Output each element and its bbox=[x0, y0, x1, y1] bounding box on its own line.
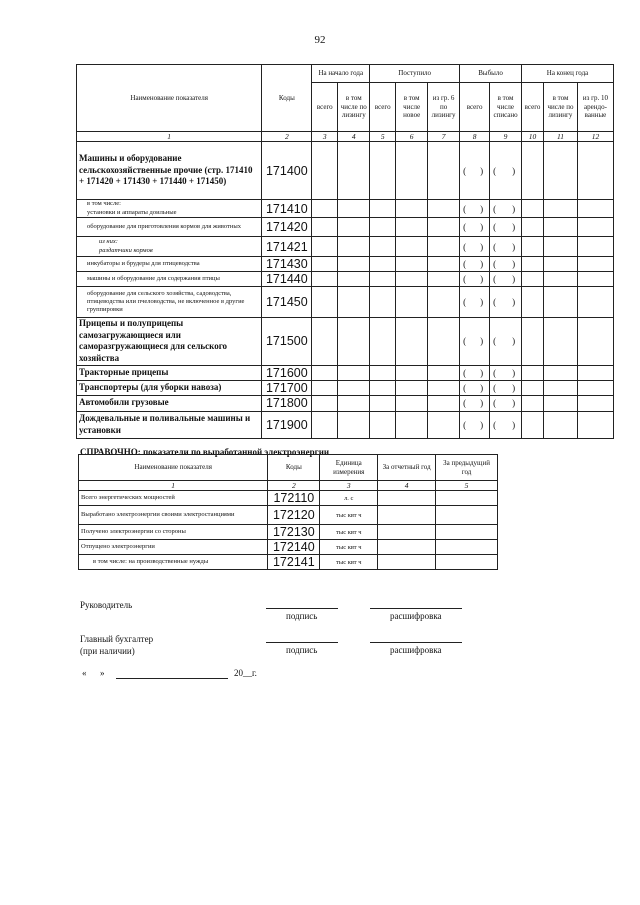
table-row bbox=[77, 365, 614, 380]
value-cell[interactable] bbox=[428, 272, 460, 287]
table-row bbox=[77, 272, 614, 287]
value-cell[interactable] bbox=[460, 318, 490, 366]
paren-open: ( bbox=[493, 398, 497, 409]
value-cell[interactable] bbox=[396, 200, 428, 218]
signature-line bbox=[266, 642, 338, 643]
value-cell[interactable] bbox=[460, 287, 490, 318]
col-number: 5 bbox=[370, 132, 396, 142]
ref-column-numbers-row bbox=[79, 481, 498, 491]
value-cell[interactable] bbox=[460, 380, 490, 395]
col-number: 7 bbox=[428, 132, 460, 142]
paren-open: ( bbox=[493, 165, 497, 176]
value-cell[interactable] bbox=[338, 257, 370, 272]
value-cell[interactable] bbox=[460, 411, 490, 438]
value-cell[interactable] bbox=[428, 411, 460, 438]
col-number: 12 bbox=[577, 132, 613, 142]
ref-row-code: 172120 bbox=[268, 506, 320, 525]
paren-close: ) bbox=[480, 419, 484, 430]
row-name bbox=[77, 200, 262, 218]
page-number: 92 bbox=[314, 34, 326, 46]
value-cell[interactable] bbox=[338, 411, 370, 438]
ref-row-name: Всего энергетических мощностей bbox=[79, 491, 268, 506]
col-number: 4 bbox=[378, 481, 436, 491]
row-code: 171900 bbox=[262, 411, 312, 438]
ref-row-code: 172140 bbox=[268, 540, 320, 555]
table-row bbox=[77, 257, 614, 272]
value-cell[interactable] bbox=[396, 257, 428, 272]
paren-open: ( bbox=[493, 274, 497, 284]
chief-accountant-label: Главный бухгалтер bbox=[80, 634, 154, 644]
col-number: 11 bbox=[544, 132, 578, 142]
value-cell[interactable] bbox=[428, 395, 460, 411]
value-cell[interactable] bbox=[436, 540, 498, 555]
value-cell[interactable] bbox=[522, 365, 544, 380]
table-row bbox=[77, 411, 614, 438]
value-cell[interactable] bbox=[396, 395, 428, 411]
value-cell[interactable] bbox=[522, 272, 544, 287]
paren-open: ( bbox=[463, 203, 467, 214]
header-incl-leasing: в том числе по лизингу bbox=[338, 83, 370, 132]
value-cell[interactable] bbox=[544, 287, 578, 318]
row-name: Тракторные прицепы bbox=[77, 365, 262, 380]
value-cell[interactable] bbox=[460, 365, 490, 380]
value-cell[interactable] bbox=[428, 200, 460, 218]
row-name bbox=[77, 237, 262, 257]
value-cell[interactable] bbox=[312, 411, 338, 438]
paren-open: ( bbox=[493, 203, 497, 214]
row-code: 171500 bbox=[262, 318, 312, 366]
value-cell[interactable] bbox=[436, 506, 498, 525]
paren-open: ( bbox=[493, 382, 497, 393]
value-cell[interactable] bbox=[378, 540, 436, 555]
ref-row-unit: тыс квт ч bbox=[320, 555, 378, 570]
value-cell[interactable] bbox=[338, 237, 370, 257]
paren-close: ) bbox=[512, 241, 516, 252]
value-cell[interactable] bbox=[370, 395, 396, 411]
value-cell[interactable] bbox=[577, 237, 613, 257]
ref-header-previous-year: За предыдущий год bbox=[436, 455, 498, 481]
value-cell[interactable] bbox=[544, 200, 578, 218]
row-name: Транспортеры (для уборки навоза) bbox=[77, 380, 262, 395]
value-cell[interactable] bbox=[522, 142, 544, 200]
value-cell[interactable] bbox=[396, 411, 428, 438]
paren-open: ( bbox=[463, 336, 467, 347]
value-cell[interactable] bbox=[577, 287, 613, 318]
value-cell[interactable] bbox=[544, 257, 578, 272]
paren-close: ) bbox=[512, 336, 516, 347]
row-name: машины и оборудование для содержания птицы bbox=[77, 272, 262, 287]
value-cell[interactable] bbox=[490, 200, 522, 218]
paren-open: ( bbox=[463, 398, 467, 409]
ref-row-code: 172130 bbox=[268, 525, 320, 540]
paren-close: ) bbox=[512, 297, 516, 307]
ref-row-unit: тыс квт ч bbox=[320, 506, 378, 525]
decoding-line bbox=[370, 608, 462, 609]
value-cell[interactable] bbox=[490, 272, 522, 287]
value-cell[interactable] bbox=[460, 272, 490, 287]
value-cell[interactable] bbox=[428, 218, 460, 237]
row-name-item: установки и аппараты доильные bbox=[87, 208, 177, 216]
table-row bbox=[77, 142, 614, 200]
paren-open: ( bbox=[463, 259, 467, 269]
value-cell[interactable] bbox=[312, 272, 338, 287]
value-cell[interactable] bbox=[396, 287, 428, 318]
header-incl-new: в том числе новое bbox=[396, 83, 428, 132]
signature-line bbox=[266, 608, 338, 609]
paren-close: ) bbox=[480, 203, 484, 214]
value-cell[interactable] bbox=[370, 142, 396, 200]
value-cell[interactable] bbox=[428, 142, 460, 200]
value-cell[interactable] bbox=[460, 142, 490, 200]
row-code: 171420 bbox=[262, 218, 312, 237]
paren-open: ( bbox=[463, 222, 467, 232]
paren-open: ( bbox=[493, 297, 497, 307]
paren-open: ( bbox=[463, 382, 467, 393]
header-disposed: Выбыло bbox=[460, 65, 522, 83]
value-cell[interactable] bbox=[436, 525, 498, 540]
row-name: оборудование для сельского хозяйства, садоводства, птицеводства или пчеловодства, не включенное в другие группировки bbox=[77, 287, 262, 318]
row-code: 171440 bbox=[262, 272, 312, 287]
value-cell[interactable] bbox=[370, 237, 396, 257]
table-row bbox=[77, 380, 614, 395]
paren-close: ) bbox=[512, 419, 516, 430]
reference-table-body bbox=[79, 491, 498, 570]
table-row bbox=[79, 506, 498, 525]
value-cell[interactable] bbox=[544, 142, 578, 200]
value-cell[interactable] bbox=[522, 257, 544, 272]
paren-close: ) bbox=[480, 382, 484, 393]
paren-open: ( bbox=[493, 367, 497, 378]
paren-close: ) bbox=[480, 336, 484, 347]
value-cell[interactable] bbox=[338, 200, 370, 218]
value-cell[interactable] bbox=[312, 395, 338, 411]
value-cell[interactable] bbox=[577, 200, 613, 218]
table-row bbox=[77, 318, 614, 366]
row-code: 171410 bbox=[262, 200, 312, 218]
value-cell[interactable] bbox=[396, 318, 428, 366]
value-cell[interactable] bbox=[544, 395, 578, 411]
reference-title: СПРАВОЧНО: показатели по выработанной электроэнергии bbox=[80, 447, 330, 457]
paren-close: ) bbox=[480, 367, 484, 378]
value-cell[interactable] bbox=[338, 218, 370, 237]
col-number: 4 bbox=[338, 132, 370, 142]
value-cell[interactable] bbox=[370, 200, 396, 218]
header-total: всего bbox=[312, 83, 338, 132]
ref-row-unit: л. с bbox=[320, 491, 378, 506]
row-name: инкубаторы и брудеры для птицеводства bbox=[77, 257, 262, 272]
paren-open: ( bbox=[493, 259, 497, 269]
value-cell[interactable] bbox=[490, 237, 522, 257]
table-row bbox=[79, 540, 498, 555]
value-cell[interactable] bbox=[428, 380, 460, 395]
date-line bbox=[116, 678, 228, 679]
value-cell[interactable] bbox=[522, 237, 544, 257]
table-row bbox=[77, 200, 614, 218]
col-number: 1 bbox=[79, 481, 268, 491]
value-cell[interactable] bbox=[396, 142, 428, 200]
value-cell[interactable] bbox=[312, 218, 338, 237]
value-cell[interactable] bbox=[312, 257, 338, 272]
date-close-quote: » bbox=[100, 668, 105, 678]
row-code: 171430 bbox=[262, 257, 312, 272]
paren-open: ( bbox=[493, 419, 497, 430]
value-cell[interactable] bbox=[338, 395, 370, 411]
value-cell[interactable] bbox=[396, 365, 428, 380]
value-cell[interactable] bbox=[396, 218, 428, 237]
header-of-col10-leased: из гр. 10 арендо-ванные bbox=[577, 83, 613, 132]
row-name-prefix: в том числе: bbox=[87, 200, 121, 208]
value-cell[interactable] bbox=[338, 142, 370, 200]
header-total: всего bbox=[370, 83, 396, 132]
value-cell[interactable] bbox=[522, 380, 544, 395]
value-cell[interactable] bbox=[544, 411, 578, 438]
value-cell[interactable] bbox=[338, 287, 370, 318]
value-cell[interactable] bbox=[338, 380, 370, 395]
value-cell[interactable] bbox=[312, 365, 338, 380]
value-cell[interactable] bbox=[577, 395, 613, 411]
row-name-item: раздатчики кормов bbox=[99, 246, 153, 254]
paren-close: ) bbox=[480, 165, 484, 176]
value-cell[interactable] bbox=[312, 287, 338, 318]
value-cell[interactable] bbox=[460, 218, 490, 237]
column-numbers-row bbox=[77, 132, 614, 142]
paren-close: ) bbox=[512, 398, 516, 409]
paren-open: ( bbox=[493, 336, 497, 347]
value-cell[interactable] bbox=[312, 200, 338, 218]
paren-close: ) bbox=[480, 241, 484, 252]
row-name: Машины и оборудование сельскохозяйственные прочие (стр. 171410 + 171420 + 171430 + 171440 + 171450) bbox=[77, 142, 262, 200]
row-code: 171600 bbox=[262, 365, 312, 380]
value-cell[interactable] bbox=[490, 380, 522, 395]
value-cell[interactable] bbox=[544, 218, 578, 237]
head-label: Руководитель bbox=[80, 600, 133, 610]
value-cell[interactable] bbox=[460, 200, 490, 218]
value-cell[interactable] bbox=[522, 287, 544, 318]
value-cell[interactable] bbox=[544, 237, 578, 257]
value-cell[interactable] bbox=[370, 218, 396, 237]
date-year: 20__г. bbox=[234, 668, 257, 678]
paren-close: ) bbox=[512, 222, 516, 232]
value-cell[interactable] bbox=[490, 287, 522, 318]
value-cell[interactable] bbox=[522, 318, 544, 366]
value-cell[interactable] bbox=[577, 142, 613, 200]
main-table bbox=[76, 64, 614, 439]
table-row bbox=[79, 555, 498, 570]
ref-row-name: Выработано электроэнергии своими электростанциями bbox=[79, 506, 268, 525]
paren-open: ( bbox=[463, 241, 467, 252]
value-cell[interactable] bbox=[312, 380, 338, 395]
col-number: 8 bbox=[460, 132, 490, 142]
value-cell[interactable] bbox=[490, 365, 522, 380]
value-cell[interactable] bbox=[338, 365, 370, 380]
paren-close: ) bbox=[512, 259, 516, 269]
value-cell[interactable] bbox=[577, 380, 613, 395]
value-cell[interactable] bbox=[370, 380, 396, 395]
value-cell[interactable] bbox=[577, 218, 613, 237]
table-row bbox=[79, 491, 498, 506]
value-cell[interactable] bbox=[370, 318, 396, 366]
value-cell[interactable] bbox=[428, 237, 460, 257]
ref-row-name: Отпущено электроэнергии bbox=[79, 540, 268, 555]
ref-header-unit: Единица измерения bbox=[320, 455, 378, 481]
table-row bbox=[79, 525, 498, 540]
header-incl-written-off: в том числе списано bbox=[490, 83, 522, 132]
value-cell[interactable] bbox=[396, 380, 428, 395]
col-number: 5 bbox=[436, 481, 498, 491]
table-row bbox=[77, 287, 614, 318]
value-cell[interactable] bbox=[370, 257, 396, 272]
if-any-label: (при наличии) bbox=[80, 646, 135, 656]
value-cell[interactable] bbox=[577, 365, 613, 380]
col-number: 6 bbox=[396, 132, 428, 142]
ref-row-code: 172141 bbox=[268, 555, 320, 570]
ref-row-name: в том числе: на производственные нужды bbox=[79, 555, 268, 570]
value-cell[interactable] bbox=[544, 380, 578, 395]
paren-open: ( bbox=[463, 297, 467, 307]
col-number: 2 bbox=[262, 132, 312, 142]
paren-close: ) bbox=[480, 398, 484, 409]
value-cell[interactable] bbox=[370, 411, 396, 438]
header-received: Поступило bbox=[370, 65, 460, 83]
header-incl-leasing: в том числе по лизингу bbox=[544, 83, 578, 132]
value-cell[interactable] bbox=[544, 272, 578, 287]
header-name: Наименование показателя bbox=[77, 65, 262, 132]
value-cell[interactable] bbox=[312, 318, 338, 366]
paren-open: ( bbox=[463, 419, 467, 430]
col-number: 3 bbox=[312, 132, 338, 142]
value-cell[interactable] bbox=[370, 287, 396, 318]
value-cell[interactable] bbox=[396, 272, 428, 287]
ref-row-unit: тыс квт ч bbox=[320, 540, 378, 555]
col-number: 10 bbox=[522, 132, 544, 142]
date-open-quote: « bbox=[82, 668, 87, 678]
col-number: 3 bbox=[320, 481, 378, 491]
value-cell[interactable] bbox=[378, 491, 436, 506]
row-name: Дождевальные и поливальные машины и установки bbox=[77, 411, 262, 438]
value-cell[interactable] bbox=[544, 365, 578, 380]
ref-header-current-year: За отчетный год bbox=[378, 455, 436, 481]
value-cell[interactable] bbox=[428, 287, 460, 318]
value-cell[interactable] bbox=[312, 237, 338, 257]
value-cell[interactable] bbox=[370, 365, 396, 380]
value-cell[interactable] bbox=[312, 142, 338, 200]
value-cell[interactable] bbox=[428, 318, 460, 366]
paren-open: ( bbox=[463, 367, 467, 378]
value-cell[interactable] bbox=[490, 142, 522, 200]
value-cell[interactable] bbox=[522, 395, 544, 411]
value-cell[interactable] bbox=[544, 318, 578, 366]
ref-header-name: Наименование показателя bbox=[79, 455, 268, 481]
value-cell[interactable] bbox=[378, 506, 436, 525]
paren-close: ) bbox=[512, 382, 516, 393]
paren-close: ) bbox=[512, 165, 516, 176]
ref-row-code: 172110 bbox=[268, 491, 320, 506]
value-cell[interactable] bbox=[522, 218, 544, 237]
value-cell[interactable] bbox=[577, 318, 613, 366]
value-cell[interactable] bbox=[460, 257, 490, 272]
col-number: 1 bbox=[77, 132, 262, 142]
value-cell[interactable] bbox=[460, 237, 490, 257]
value-cell[interactable] bbox=[436, 555, 498, 570]
paren-open: ( bbox=[463, 165, 467, 176]
value-cell[interactable] bbox=[490, 257, 522, 272]
row-name: Прицепы и полуприцепы самозагружающиеся или саморазгружающиеся для сельского хозяйства bbox=[77, 318, 262, 366]
row-code: 171700 bbox=[262, 380, 312, 395]
col-number: 9 bbox=[490, 132, 522, 142]
paren-close: ) bbox=[480, 297, 484, 307]
value-cell[interactable] bbox=[490, 318, 522, 366]
decoding-line bbox=[370, 642, 462, 643]
row-name: оборудование для приготовления кормов для животных bbox=[77, 218, 262, 237]
value-cell[interactable] bbox=[370, 272, 396, 287]
value-cell[interactable] bbox=[378, 555, 436, 570]
value-cell[interactable] bbox=[522, 411, 544, 438]
header-of-col6-leasing: из гр. 6 по лизингу bbox=[428, 83, 460, 132]
value-cell[interactable] bbox=[490, 218, 522, 237]
signature-caption: подпись bbox=[286, 645, 318, 655]
value-cell[interactable] bbox=[490, 395, 522, 411]
value-cell[interactable] bbox=[338, 318, 370, 366]
value-cell[interactable] bbox=[378, 525, 436, 540]
paren-close: ) bbox=[480, 274, 484, 284]
paren-close: ) bbox=[512, 274, 516, 284]
header-total: всего bbox=[522, 83, 544, 132]
ref-row-unit: тыс квт ч bbox=[320, 525, 378, 540]
row-name: Автомобили грузовые bbox=[77, 395, 262, 411]
signature-caption: подпись bbox=[286, 611, 318, 621]
value-cell[interactable] bbox=[428, 257, 460, 272]
header-start-year: На начало года bbox=[312, 65, 370, 83]
ref-header-codes: Коды bbox=[268, 455, 320, 481]
ref-row-name: Получено электроэнергии со стороны bbox=[79, 525, 268, 540]
value-cell[interactable] bbox=[577, 257, 613, 272]
paren-close: ) bbox=[480, 222, 484, 232]
value-cell[interactable] bbox=[338, 272, 370, 287]
row-code: 171800 bbox=[262, 395, 312, 411]
value-cell[interactable] bbox=[522, 200, 544, 218]
paren-close: ) bbox=[512, 367, 516, 378]
value-cell[interactable] bbox=[577, 411, 613, 438]
main-table-body bbox=[77, 142, 614, 439]
table-row bbox=[77, 218, 614, 237]
header-total: всего bbox=[460, 83, 490, 132]
value-cell[interactable] bbox=[577, 272, 613, 287]
table-row bbox=[77, 237, 614, 257]
paren-open: ( bbox=[463, 274, 467, 284]
value-cell[interactable] bbox=[428, 365, 460, 380]
row-name-prefix: из них: bbox=[99, 238, 118, 246]
row-code: 171421 bbox=[262, 237, 312, 257]
table-row bbox=[77, 395, 614, 411]
value-cell[interactable] bbox=[490, 411, 522, 438]
col-number: 2 bbox=[268, 481, 320, 491]
paren-open: ( bbox=[493, 222, 497, 232]
value-cell[interactable] bbox=[460, 395, 490, 411]
header-codes: Коды bbox=[262, 65, 312, 132]
header-end-year: На конец года bbox=[522, 65, 614, 83]
paren-open: ( bbox=[493, 241, 497, 252]
value-cell[interactable] bbox=[396, 237, 428, 257]
row-code: 171450 bbox=[262, 287, 312, 318]
value-cell[interactable] bbox=[436, 491, 498, 506]
paren-close: ) bbox=[480, 259, 484, 269]
row-code: 171400 bbox=[262, 142, 312, 200]
paren-close: ) bbox=[512, 203, 516, 214]
decoding-caption: расшифровка bbox=[390, 645, 442, 655]
reference-table bbox=[78, 454, 498, 570]
decoding-caption: расшифровка bbox=[390, 611, 442, 621]
